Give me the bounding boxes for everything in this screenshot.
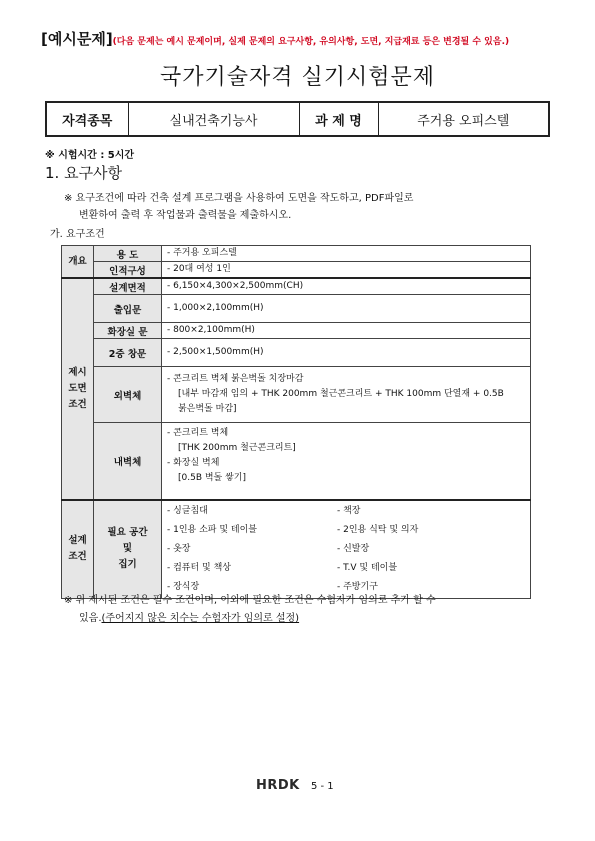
space-item: - 1인용 소파 및 테이블 bbox=[167, 524, 257, 535]
space-item: - 장식장 bbox=[167, 581, 200, 592]
space-item: - 컴퓨터 및 책상 bbox=[167, 562, 231, 573]
interior-wall-line: - 콘크리트 벽체 bbox=[167, 428, 229, 438]
entry-door-value: - 1,000×2,100mm(H) bbox=[162, 295, 531, 323]
entry-door-label: 출입문 bbox=[94, 295, 162, 323]
requirements-table bbox=[61, 245, 531, 599]
page-footer bbox=[256, 778, 334, 793]
usage-value: - 주거용 오피스텔 bbox=[162, 246, 531, 262]
field-label: 자격종목 bbox=[46, 102, 128, 136]
note-line-1: ※ 위 제시된 조건은 필수 조건이며, 이외에 필요한 조건은 수험자가 임의로 추가 할 수 bbox=[64, 595, 436, 606]
interior-wall-line: - 화장실 벽체 bbox=[167, 458, 220, 468]
note-line-2-text: 있음. bbox=[79, 613, 102, 624]
space-item: - 주방기구 bbox=[337, 581, 378, 592]
page-title: 국가기술자격 실기시험문제 bbox=[159, 65, 436, 90]
note-line-2 bbox=[79, 609, 299, 624]
space-item: - 2인용 식탁 및 의자 bbox=[337, 524, 419, 535]
space-item: - 싱글침대 bbox=[167, 505, 208, 516]
subsection-title: 가. 요구조건 bbox=[50, 229, 105, 240]
exterior-wall-line: - 콘크리트 벽체 붉은벽돌 치장마감 bbox=[167, 374, 304, 384]
exam-time: ※ 시험시간 : 5시간 bbox=[45, 150, 135, 161]
window-label: 2중 창문 bbox=[94, 339, 162, 367]
hrdk-logo: HRDK bbox=[256, 778, 300, 793]
area-label: 설계면적 bbox=[94, 278, 162, 295]
space-item: - T.V 및 테이블 bbox=[337, 562, 398, 573]
info-table bbox=[45, 101, 550, 137]
interior-wall-value bbox=[162, 423, 531, 500]
interior-wall-line: [0.5B 벽돌 쌓기] bbox=[178, 473, 247, 483]
example-note: (다음 문제는 예시 문제이며, 실제 문제의 요구사항, 유의사항, 도면, 지급재료 등은 변경될 수 있음.) bbox=[112, 37, 510, 47]
space-item: - 옷장 bbox=[167, 543, 191, 554]
task-label: 과 제 명 bbox=[299, 102, 378, 136]
bathroom-door-value: - 800×2,100mm(H) bbox=[162, 323, 531, 339]
people-label: 인적구성 bbox=[94, 262, 162, 279]
interior-wall-label: 내벽체 bbox=[94, 423, 162, 500]
people-value: - 20대 여성 1인 bbox=[162, 262, 531, 279]
space-label: 필요 공간 및 집기 bbox=[94, 500, 162, 599]
instruction-line-2: 변환하여 출력 후 작업물과 출력물을 제출하시오. bbox=[79, 210, 292, 221]
field-value: 실내건축기능사 bbox=[128, 102, 299, 136]
design-group: 설계 조건 bbox=[62, 500, 94, 599]
page-number: 5 - 1 bbox=[310, 781, 334, 792]
exterior-wall-value bbox=[162, 367, 531, 423]
given-drawing-group: 제시 도면 조건 bbox=[62, 278, 94, 500]
exterior-wall-line: [내부 마감재 임의 + THK 200mm 철근콘크리트 + THK 100mm 단열재 + 0.5B bbox=[178, 389, 504, 399]
overview-group: 개요 bbox=[62, 246, 94, 279]
exterior-wall-line: 붉은벽돌 마감] bbox=[178, 404, 237, 414]
exterior-wall-label: 외벽체 bbox=[94, 367, 162, 423]
interior-wall-line: [THK 200mm 철근콘크리트] bbox=[178, 443, 296, 453]
example-tag: [예시문제] bbox=[41, 30, 113, 48]
task-value: 주거용 오피스텔 bbox=[378, 102, 549, 136]
example-header bbox=[41, 28, 509, 49]
section-title: 1. 요구사항 bbox=[45, 164, 123, 182]
window-value: - 2,500×1,500mm(H) bbox=[162, 339, 531, 367]
bathroom-door-label: 화장실 문 bbox=[94, 323, 162, 339]
area-value: - 6,150×4,300×2,500mm(CH) bbox=[162, 278, 531, 295]
instruction-line-1: ※ 요구조건에 따라 건축 설계 프로그램을 사용하여 도면을 작도하고, PDF파일로 bbox=[64, 193, 414, 204]
note-underlined-text: (주어지지 않은 치수는 수험자가 임의로 설정) bbox=[101, 613, 300, 624]
space-items bbox=[162, 500, 531, 599]
space-item: - 책장 bbox=[337, 505, 361, 516]
usage-label: 용 도 bbox=[94, 246, 162, 262]
space-item: - 신발장 bbox=[337, 543, 370, 554]
